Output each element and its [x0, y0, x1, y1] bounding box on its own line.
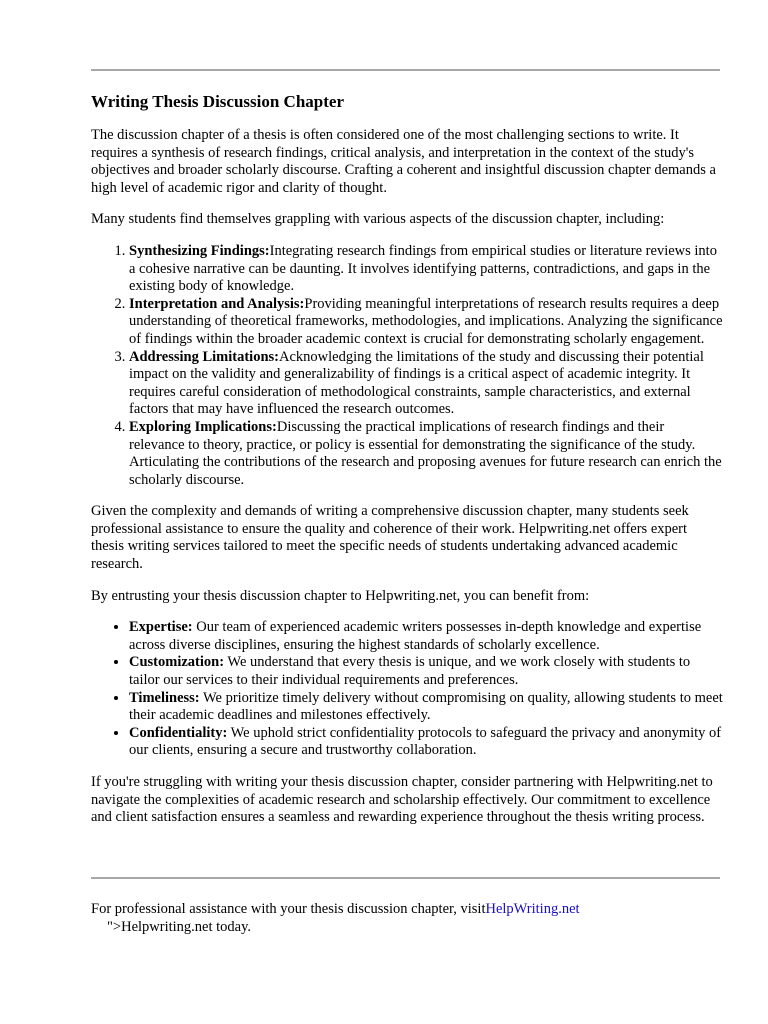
list-item-term: Addressing Limitations: [129, 348, 279, 365]
footer-line [91, 901, 723, 919]
closing-paragraph: If you're struggling with writing your thesis discussion chapter, consider partnering with Helpwriting.net to navigate the complexities of academic research and scholarship effectively. Our commitment to excellence and client satisfaction ensures a seamless and rewarding experience throughout the thesis writing process. [91, 774, 713, 826]
bottom-divider [91, 877, 720, 879]
page-title: Writing Thesis Discussion Chapter [91, 92, 344, 111]
top-divider [91, 69, 720, 71]
footer-tail: ">Helpwriting.net today. [107, 918, 252, 935]
article-body [91, 91, 723, 841]
list-item [129, 243, 723, 296]
challenges-list [91, 243, 723, 489]
list-item-text: Acknowledging the limitations of the study and discussing their potential impact on the validity and generalizability of findings is a critical aspect of academic integrity. It requires careful consideration of methodological constraints, sample characteristics, and external factors that may have influenced the research outcomes. [129, 348, 704, 418]
list-item-term: Timeliness: [129, 689, 200, 706]
list-item [129, 419, 723, 489]
footer-text: For professional assistance with your thesis discussion chapter, visit [91, 901, 486, 917]
list-item-text: Integrating research findings from empirical studies or literature reviews into a cohesive narrative can be daunting. It involves identifying patterns, contradictions, and gaps in the existing body of knowledge. [129, 242, 717, 295]
benefits-lead-paragraph: By entrusting your thesis discussion chapter to Helpwriting.net, you can benefit from: [91, 587, 590, 604]
list-item-text: We understand that every thesis is unique, and we work closely with students to tailor our services to their individual requirements and preferences. [129, 654, 691, 689]
list-item-term: Expertise: [129, 619, 193, 636]
list-item-term: Customization: [129, 654, 225, 671]
helpwriting-link[interactable]: HelpWriting.net [485, 901, 580, 917]
intro-paragraph: The discussion chapter of a thesis is often considered one of the most challenging sections to write. It requires a synthesis of research findings, critical analysis, and interpretation in the context of the study's objectives and broader scholarly discourse. Crafting a coherent and insightful discussion chapter demands a high level of academic rigor and clarity of thought. [91, 127, 716, 196]
list-item-term: Confidentiality: [129, 724, 228, 741]
footer-note [91, 901, 723, 936]
list-item-term: Interpretation and Analysis: [129, 295, 305, 312]
list-item-text: Our team of experienced academic writers possesses in-depth knowledge and expertise across diverse disciplines, ensuring the highest standards of scholarly excellence. [129, 619, 702, 653]
lead-in-paragraph: Many students find themselves grappling with various aspects of the discussion chapter, including: [91, 211, 665, 228]
list-item-text: We prioritize timely delivery without compromising on quality, allowing students to meet their academic deadlines and milestones effectively. [129, 689, 723, 724]
list-item-term: Synthesizing Findings: [129, 242, 270, 259]
list-item-text: Providing meaningful interpretations of research results requires a deep understanding of theoretical frameworks, methodologies, and implications. Analyzing the significance of findings within the broader academic context is crucial for demonstrating scholarly engagement. [129, 295, 723, 347]
assistance-paragraph: Given the complexity and demands of writing a comprehensive discussion chapter, many students seek professional assistance to ensure the quality and coherence of their work. Helpwriting.net offers expert thesis writing services tailored to meet the specific needs of students undertaking advanced academic research. [91, 503, 689, 573]
list-item [129, 349, 723, 419]
list-item [129, 619, 723, 654]
list-item [129, 296, 723, 349]
list-item [129, 654, 723, 689]
list-item-text: We uphold strict confidentiality protocols to safeguard the privacy and anonymity of our clients, ensuring a secure and trustworthy collaboration. [129, 724, 722, 759]
list-item [129, 690, 723, 725]
list-item-term: Exploring Implications: [129, 418, 277, 435]
list-item-text: Discussing the practical implications of research findings and their relevance to theory, practice, or policy is essential for demonstrating the significance of the study. Articulating the contributions of the research and proposing avenues for future research can enrich the scholarly discourse. [129, 418, 722, 488]
benefits-list [91, 619, 723, 760]
list-item [129, 725, 723, 760]
